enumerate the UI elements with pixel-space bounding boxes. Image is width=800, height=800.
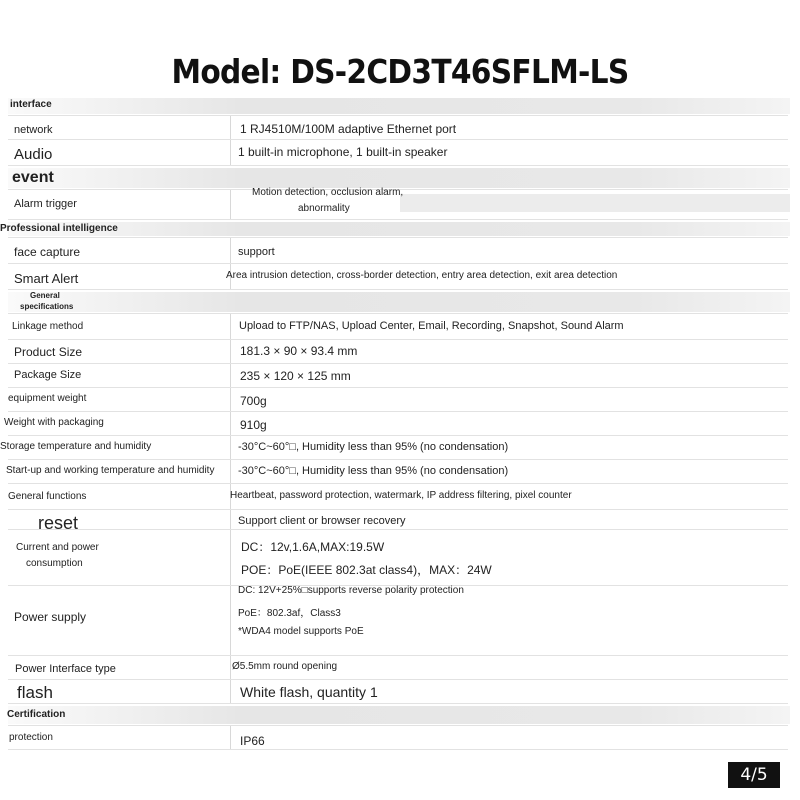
row-shading (8, 222, 790, 236)
spec-row (0, 412, 800, 436)
row-shading (8, 98, 790, 114)
section-header-row (0, 220, 800, 238)
page-indicator: 4/5 (728, 762, 780, 788)
spec-label: Alarm trigger (14, 198, 77, 210)
spec-label: Current and power (16, 542, 99, 553)
spec-row (0, 340, 800, 364)
spec-value: PoE：802.3af，Class3 (238, 608, 341, 619)
section-title: interface (10, 99, 52, 110)
spec-row (0, 726, 800, 750)
spec-value: 700g (240, 394, 267, 408)
spec-label: General functions (8, 491, 87, 502)
spec-row (0, 364, 800, 388)
spec-value: 910g (240, 418, 267, 432)
spec-value: 235 × 120 × 125 mm (240, 369, 351, 383)
column-divider (230, 436, 231, 460)
spec-row (0, 510, 800, 533)
spec-label: reset (38, 513, 79, 533)
section-title: event (12, 169, 54, 186)
section-title: Professional intelligence (0, 223, 118, 234)
spec-value: DC: 12V+25%□supports reverse polarity protection (238, 585, 464, 596)
section-header-row (0, 290, 800, 314)
spec-row (0, 264, 800, 290)
column-divider (230, 460, 231, 484)
spec-value: Heartbeat, password protection, watermark, IP address filtering, pixel counter (230, 490, 572, 501)
column-divider (230, 340, 231, 364)
spec-label: consumption (26, 558, 83, 569)
spec-value: 181.3 × 90 × 93.4 mm (240, 344, 358, 358)
spec-row (0, 460, 800, 484)
column-divider (230, 364, 231, 388)
spec-value: Upload to FTP/NAS, Upload Center, Email, Recording, Snapshot, Sound Alarm (239, 320, 624, 332)
spec-label: Linkage method (12, 321, 84, 332)
spec-value: Ø5.5mm round opening (232, 661, 338, 672)
row-shading (8, 168, 790, 188)
spec-label: Storage temperature and humidity (0, 441, 152, 452)
row-divider (8, 749, 788, 750)
spec-value: *WDA4 model supports PoE (238, 626, 364, 637)
spec-label: equipment weight (8, 393, 87, 404)
column-divider (230, 510, 231, 530)
section-title: Certification (7, 709, 66, 720)
spec-label: Audio (14, 146, 53, 163)
column-divider (230, 314, 231, 340)
column-divider (230, 726, 231, 750)
spec-value: 1 built-in microphone, 1 built-in speaker (238, 145, 448, 159)
spec-value: -30°C~60°□, Humidity less than 95% (no condensation) (238, 441, 509, 453)
spec-value: DC：12v,1.6A,MAX:19.5W (241, 540, 385, 554)
spec-value: Motion detection, occlusion alarm, (252, 187, 404, 198)
spec-value: 1 RJ4510M/100M adaptive Ethernet port (240, 122, 457, 136)
row-shading (400, 194, 790, 212)
section-header-row (0, 96, 800, 116)
column-divider (230, 586, 231, 656)
column-divider (230, 530, 231, 586)
column-divider (230, 412, 231, 436)
column-divider (230, 680, 231, 704)
spec-label: Weight with packaging (4, 417, 104, 428)
spec-value: IP66 (240, 734, 265, 748)
column-divider (230, 656, 231, 680)
spec-row (0, 314, 800, 340)
column-divider (230, 140, 231, 166)
spec-row (0, 484, 800, 510)
spec-row (0, 436, 800, 460)
spec-value: Area intrusion detection, cross-border detection, entry area detection, exit area detection (226, 270, 618, 281)
row-shading (8, 706, 790, 724)
spec-value: support (238, 246, 275, 258)
spec-value: abnormality (298, 203, 350, 214)
row-shading (8, 292, 790, 312)
column-divider (230, 238, 231, 264)
spec-label: Smart Alert (14, 271, 79, 286)
section-title: General (30, 291, 60, 300)
spec-label: protection (9, 732, 53, 743)
page-title: Model: DS-2CD3T46SFLM-LS (171, 52, 629, 91)
column-divider (230, 190, 231, 220)
spec-label: flash (17, 683, 53, 702)
spec-row (0, 680, 800, 704)
spec-row (0, 187, 800, 220)
spec-row (0, 116, 800, 140)
spec-value: -30°C~60°□, Humidity less than 95% (no condensation) (238, 465, 509, 477)
spec-row (0, 530, 800, 586)
spec-label: Power Interface type (15, 663, 116, 675)
spec-row (0, 238, 800, 264)
spec-label: Start-up and working temperature and humidity (6, 465, 215, 476)
spec-row (0, 140, 800, 166)
column-divider (230, 116, 231, 140)
column-divider (230, 388, 231, 412)
spec-label: face capture (14, 245, 81, 259)
spec-label: Package Size (14, 369, 82, 381)
spec-row (0, 656, 800, 680)
spec-value: Support client or browser recovery (238, 515, 406, 527)
spec-label: Product Size (14, 345, 83, 359)
section-header-row (0, 704, 800, 726)
spec-label: Power supply (14, 610, 87, 624)
spec-value: POE：PoE(IEEE 802.3at class4)，MAX：24W (241, 563, 492, 577)
spec-value: White flash, quantity 1 (240, 684, 378, 700)
spec-label: network (14, 124, 53, 136)
spec-row (0, 388, 800, 412)
section-title: specifications (20, 302, 74, 311)
spec-row (0, 586, 800, 656)
